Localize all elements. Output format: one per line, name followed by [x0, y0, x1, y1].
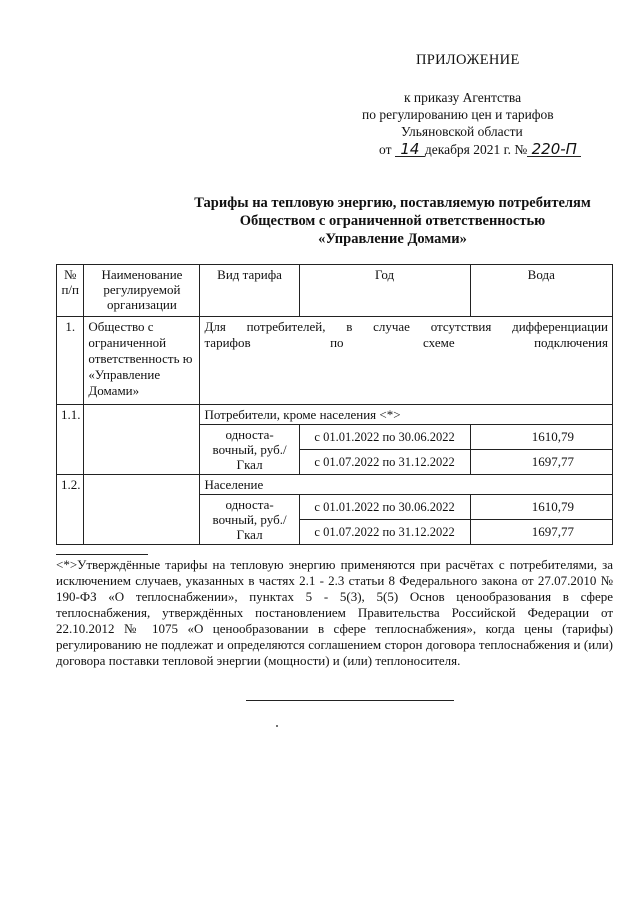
header-num: № п/п [57, 265, 84, 317]
row11-org [84, 405, 200, 475]
row11-vid: односта-вочный, руб./Гкал [200, 425, 299, 475]
order-ref-line2: по регулированию цен и тарифов [362, 107, 554, 122]
row12-num: 1.2. [57, 475, 84, 545]
row11-period1: с 01.01.2022 по 30.06.2022 [299, 425, 470, 450]
row12-org [84, 475, 200, 545]
date-prefix: от [379, 142, 392, 157]
row1-num: 1. [57, 317, 84, 405]
header-god: Год [299, 265, 470, 317]
row12-value2: 1697,77 [470, 520, 612, 545]
handwritten-order-number: 220-П [527, 142, 581, 157]
row11-value2: 1697,77 [470, 450, 612, 475]
row12-period2: с 01.07.2022 по 31.12.2022 [299, 520, 470, 545]
row1-descr-line1: Для потребителей, в случае отсутствия дифференциации [204, 319, 608, 334]
header-org: Наименование регулируемой организации [84, 265, 200, 317]
row12-period1: с 01.01.2022 по 30.06.2022 [299, 495, 470, 520]
row11-num: 1.1. [57, 405, 84, 475]
tariff-table [56, 264, 613, 545]
footnote-text: <*>Утверждённые тарифы на тепловую энергию применяются при расчётах с потребителями, за исключением случаев, указанных в частях 2.1 - 2.3 статьи 8 Федерального закона от 27.07.2010 № 190-ФЗ «О теплоснабжении», пунктах 5 - 5(3), 5(5) Основ ценообразования в сфере теплоснабжения, утверждённых постановлением Правительства Российской Федерации от 22.10.2012 № 1075 «О ценообразовании в сфере теплоснабжения», когда цены (тарифы) регулированию не подлежат и определяются соглашением сторон договора теплоснабжения и (или) договора поставки тепловой энергии (мощности) и (или) теплоносителя. [56, 557, 613, 668]
row12-group: Население [200, 475, 613, 495]
row11-group: Потребители, кроме населения <*> [200, 405, 613, 425]
order-ref-line3: Ульяновской области [401, 124, 523, 139]
row12-vid: односта-вочный, руб./Гкал [200, 495, 299, 545]
order-date-line [379, 142, 581, 158]
header-voda: Вода [470, 265, 612, 317]
order-ref-line1: к приказу Агентства [404, 90, 522, 105]
scan-dot [276, 725, 278, 727]
footnote-divider [56, 554, 148, 555]
end-divider [246, 700, 454, 701]
title-line2: Обществом с ограниченной ответственностью [239, 213, 546, 229]
title-line1: Тарифы на тепловую энергию, поставляемую потребителям [194, 195, 591, 211]
row11-value1: 1610,79 [470, 425, 612, 450]
date-rest: декабря 2021 г. № [424, 142, 528, 157]
row1-org: Общество с ограниченной ответственность ю «Управление Домами» [84, 317, 200, 405]
title-line3: «Управление Домами» [318, 231, 467, 247]
row1-descr-line2: тарифов по схеме подключения [204, 335, 608, 350]
row11-period2: с 01.07.2022 по 31.12.2022 [299, 450, 470, 475]
handwritten-day: 14 [395, 142, 425, 157]
row1-description [200, 317, 613, 405]
header-vid: Вид тарифа [200, 265, 299, 317]
row12-value1: 1610,79 [470, 495, 612, 520]
appendix-heading: ПРИЛОЖЕНИЕ [416, 52, 520, 68]
